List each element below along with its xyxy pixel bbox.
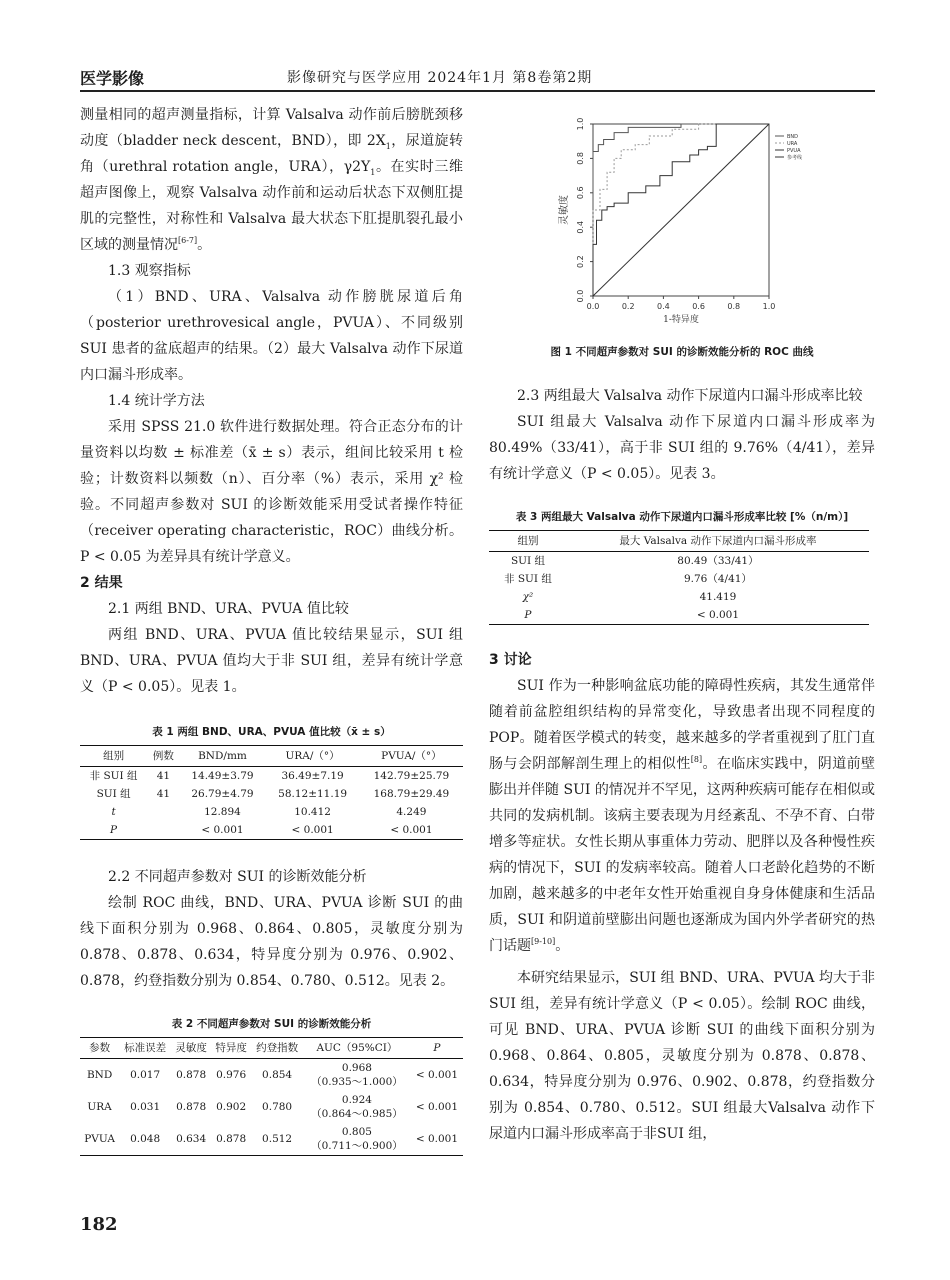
table3-caption: 表 3 两组最大 Valsalva 动作下尿道内口漏斗形成率比较 [%（n/m）] <box>515 511 849 523</box>
x-tick-label: 1.0 <box>762 302 776 311</box>
table-row: BND 0.017 0.878 0.976 0.854 0.968 （0.935～1.000） < 0.001 <box>86 1062 459 1088</box>
table1 <box>80 745 463 840</box>
x-tick-label: 0.8 <box>727 302 741 311</box>
legend-entry: BND <box>787 134 799 140</box>
section-label: 医学影像 <box>80 69 145 88</box>
table-row: SUI 组 41 26.79±4.79 58.12±11.19 168.79±29.49 <box>96 788 450 800</box>
table-row: P < 0.001 < 0.001 < 0.001 <box>80 821 463 840</box>
table1-header: URA/（°） <box>265 746 359 767</box>
journal-info: 影像研究与医学应用 2024年1月 第8卷第2期 <box>287 70 593 86</box>
heading-2-3: 2.3 两组最大 Valsalva 动作下尿道内口漏斗形成率比较 <box>517 388 863 404</box>
table2: 参数 标准误差 灵敏度 特异度 约登指数 AUC（95%CI） P BND 0.017 0.878 0.976 0.854 0.968 （0.935～1.000） < 0.001 URA 0.031 0.878 0.902 0.780 0.924 （0.864～0.985） < 0.001 PVUA 0.048 0.634 0.878 0.512 0.805 （0.711～0.900） < 0.001 <box>80 1037 463 1156</box>
table-row: χ² 41.419 <box>522 591 737 603</box>
heading-1-3: 1.3 观察指标 <box>108 263 191 279</box>
table1-caption: 表 1 两组 BND、URA、PVUA 值比较（x̄ ± s） <box>152 726 391 738</box>
table-row: 非 SUI 组 41 14.49±3.79 36.49±7.19 142.79±25.79 <box>89 770 450 782</box>
x-tick-label: 0.0 <box>586 302 600 311</box>
legend-entry: 参考线 <box>787 155 803 161</box>
table3: 组别 最大 Valsalva 动作下尿道内口漏斗形成率 SUI 组 80.49（33/41） 非 SUI 组 9.76（4/41） χ² 41.419 P < 0.001 <box>489 530 869 625</box>
legend-entry: PVUA <box>787 148 801 154</box>
table-row: t 12.894 10.412 4.249 <box>111 806 427 818</box>
x-tick-label: 0.6 <box>692 302 705 311</box>
y-tick-label: 0.8 <box>576 152 585 165</box>
heading-2-2: 2.2 不同超声参数对 SUI 的诊断效能分析 <box>108 869 367 885</box>
page-number: 182 <box>80 1214 118 1235</box>
heading-2: 2 结果 <box>80 575 123 591</box>
y-tick-label: 0.0 <box>576 289 585 303</box>
table2-caption: 表 2 不同超声参数对 SUI 的诊断效能分析 <box>171 1018 372 1030</box>
heading-1-4: 1.4 统计学方法 <box>108 393 205 409</box>
table-row: 非 SUI 组 9.76（4/41） <box>504 573 752 585</box>
right-column <box>489 102 875 1147</box>
heading-3: 3 讨论 <box>489 652 532 668</box>
legend-entry: URA <box>787 141 798 147</box>
discussion-paragraph-2: 本研究结果显示，SUI 组 BND、URA、PVUA 均大于非 SUI 组，差异有统计学意义（P < 0.05）。绘制 ROC 曲线，可见 BND、URA、PVUA 诊断 SUI 的曲线下面积分别为 0.968、0.864、0.805，灵敏度分别为 0.878、0.878、0.634，特异度分别为 0.976、0.902、0.878，约登指数分别为 0.854、0.780、0.512。SUI 组最大Valsalva 动作下尿道内口漏斗形成率高于非SUI 组， <box>489 970 875 1142</box>
y-tick-label: 0.2 <box>576 255 585 268</box>
paragraph-1-4: 采用 SPSS 21.0 软件进行数据处理。符合正态分布的计量资料以均数 ± 标准差（x̄ ± s）表示，组间比较采用 t 检验；计数资料以频数（n）、百分率（%）表示，采用 χ² 检验。不同超声参数对 SUI 的诊断效能采用受试者操作特征（receiver operating characteristic，ROC）曲线分析。P < 0.05 为差异具有统计学意义。 <box>80 419 463 565</box>
roc-figure <box>489 102 875 342</box>
y-tick-label: 0.6 <box>576 186 585 200</box>
table1-header: BND/mm <box>180 746 266 767</box>
x-axis-label: 1-特异度 <box>663 315 699 325</box>
x-tick-label: 0.4 <box>657 302 670 311</box>
y-tick-label: 0.4 <box>576 220 585 234</box>
roc-chart <box>489 102 875 342</box>
table1-header: 组别 <box>80 746 147 767</box>
table-row: URA 0.031 0.878 0.902 0.780 0.924 （0.864～0.985） < 0.001 <box>87 1094 459 1120</box>
paragraph-2-3: SUI 组最大 Valsalva 动作下尿道内口漏斗形成率为 80.49%（33/41），高于非 SUI 组的 9.76%（4/41），差异有统计学意义（P < 0.05）。见表 3。 <box>489 414 875 482</box>
left-column <box>80 102 463 1156</box>
y-tick-label: 1.0 <box>576 117 585 131</box>
figure-caption: 图 1 不同超声参数对 SUI 的诊断效能分析的 ROC 曲线 <box>550 346 814 358</box>
x-tick-label: 0.2 <box>621 302 635 311</box>
series-line-参考线 <box>593 124 769 296</box>
table1-header: PVUA/（°） <box>360 746 463 767</box>
discussion-paragraph-1: SUI 作为一种影响盆底功能的障碍性疾病，其发生通常伴随着前盆腔组织结构的异常变化，导致患者出现不同程度的 POP。随着医学模式的转变，越来越多的学者重视到了肛门直肠与会阴部解剖生理上的相似性[8]。在临床实践中，阴道前壁膨出并伴随 SUI 的情况并不罕见，这两种疾病可能存在相似或共同的发病机制。该病主要表现为月经紊乱、不孕不育、白带增多等症状。女性长期从事重体力劳动、肥胖以及各种慢性疾病的情况下，SUI 的发病率较高。随着人口老龄化趋势的不断加剧，越来越多的中老年女性开始重视自身身体健康和生活品质，SUI 和阴道前壁膨出问题也逐渐成为国内外学者研究的热门话题[9-10]。 <box>489 678 876 954</box>
table-row: P < 0.001 <box>489 606 869 625</box>
paragraph-2-2: 绘制 ROC 曲线，BND、URA、PVUA 诊断 SUI 的曲线下面积分别为 0.968、0.864、0.805，灵敏度分别为 0.878、0.878、0.634，特异度分别为 0.976、0.902、0.878，约登指数分别为 0.854、0.780、0.512。见表 2。 <box>80 895 463 989</box>
page-header <box>80 60 875 92</box>
table1-header: 例数 <box>147 746 179 767</box>
intro-paragraph: 测量相同的超声测量指标，计算 Valsalva 动作前后膀胱颈移动度（bladder neck descent，BND），即 $2X_1$，尿道旋转角（urethral rotation angle，URA），$\gamma 2Y_1$。在实时三维超声图像上，观察 Valsalva 动作前和运动后状态下双侧肛提肌的完整性，对称性和 Valsalva 最大状态下肛提肌裂孔最小区域的测量情况[6-7]。 <box>80 107 463 253</box>
paragraph-1-3: （1）BND、URA、Valsalva 动作膀胱尿道后角（posterior urethrovesical angle，PVUA）、不同级别 SUI 患者的盆底超声的结果。（2）最大 Valsalva 动作下尿道内口漏斗形成率。 <box>80 289 463 383</box>
y-axis-label: 灵敏度 <box>559 195 570 225</box>
table-row: SUI 组 80.49（33/41） <box>510 555 759 567</box>
table-row: PVUA 0.048 0.634 0.878 0.512 0.805 （0.711～0.900） < 0.001 <box>80 1123 463 1156</box>
heading-2-1: 2.1 两组 BND、URA、PVUA 值比较 <box>108 601 349 617</box>
paragraph-2-1: 两组 BND、URA、PVUA 值比较结果显示，SUI 组 BND、URA、PVUA 值均大于非 SUI 组，差异有统计学意义（P < 0.05）。见表 1。 <box>80 627 463 695</box>
